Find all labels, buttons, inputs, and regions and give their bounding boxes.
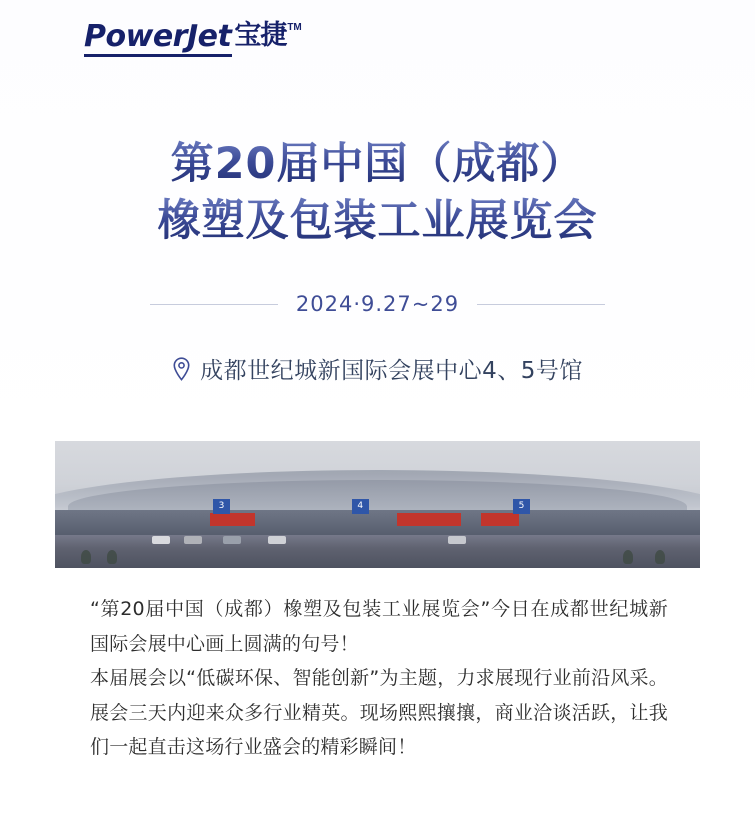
photo-tree: [655, 550, 665, 564]
article-paragraph-1: “第20届中国（成都）橡塑及包装工业展览会”今日在成都世纪城新国际会展中心画上圆满的句号！: [90, 598, 668, 655]
article-body: [90, 592, 668, 765]
event-venue-text: 成都世纪城新国际会展中心4、5号馆: [200, 358, 583, 384]
location-pin-icon: [172, 357, 191, 381]
date-divider-left: [150, 304, 278, 305]
photo-vehicle: [152, 536, 170, 544]
date-divider-right: [477, 304, 605, 305]
photo-banner: [397, 513, 462, 526]
brand-logo-chinese: 宝捷: [234, 20, 287, 51]
photo-banner: [481, 513, 520, 526]
photo-vehicle: [184, 536, 202, 544]
photo-hall-sign: 3: [213, 499, 230, 514]
photo-vehicle: [223, 536, 241, 544]
photo-hall-sign: 5: [513, 499, 530, 514]
page-title: [0, 136, 755, 250]
event-date: 2024·9.27~29: [295, 292, 460, 316]
brand-logo-underline: [84, 54, 232, 57]
brand-logo-power: Power: [84, 19, 187, 54]
page-title-line-2: 橡塑及包装工业展览会: [0, 193, 755, 250]
page-title-line-1: 第20届中国（成都）: [0, 136, 755, 193]
venue-photo: [55, 441, 700, 568]
photo-tree: [81, 550, 91, 564]
photo-hall-facade: [55, 510, 700, 538]
photo-vehicle: [448, 536, 466, 544]
photo-tree: [107, 550, 117, 564]
photo-vehicle: [268, 536, 286, 544]
brand-logo-jet: Jet: [186, 19, 232, 54]
brand-logo-latin: [84, 19, 232, 54]
photo-banner: [210, 513, 255, 526]
trademark-icon: TM: [287, 22, 302, 33]
brand-logo: [84, 19, 302, 54]
event-date-row: [0, 292, 755, 316]
event-venue-row: [0, 352, 755, 385]
photo-hall-sign: 4: [352, 499, 369, 514]
article-paragraph-2: 本届展会以“低碳环保、智能创新”为主题，力求展现行业前沿风采。展会三天内迎来众多行业精英。现场熙熙攘攘，商业洽谈活跃，让我们一起直击这场行业盛会的精彩瞬间！: [90, 667, 668, 759]
photo-tree: [623, 550, 633, 564]
